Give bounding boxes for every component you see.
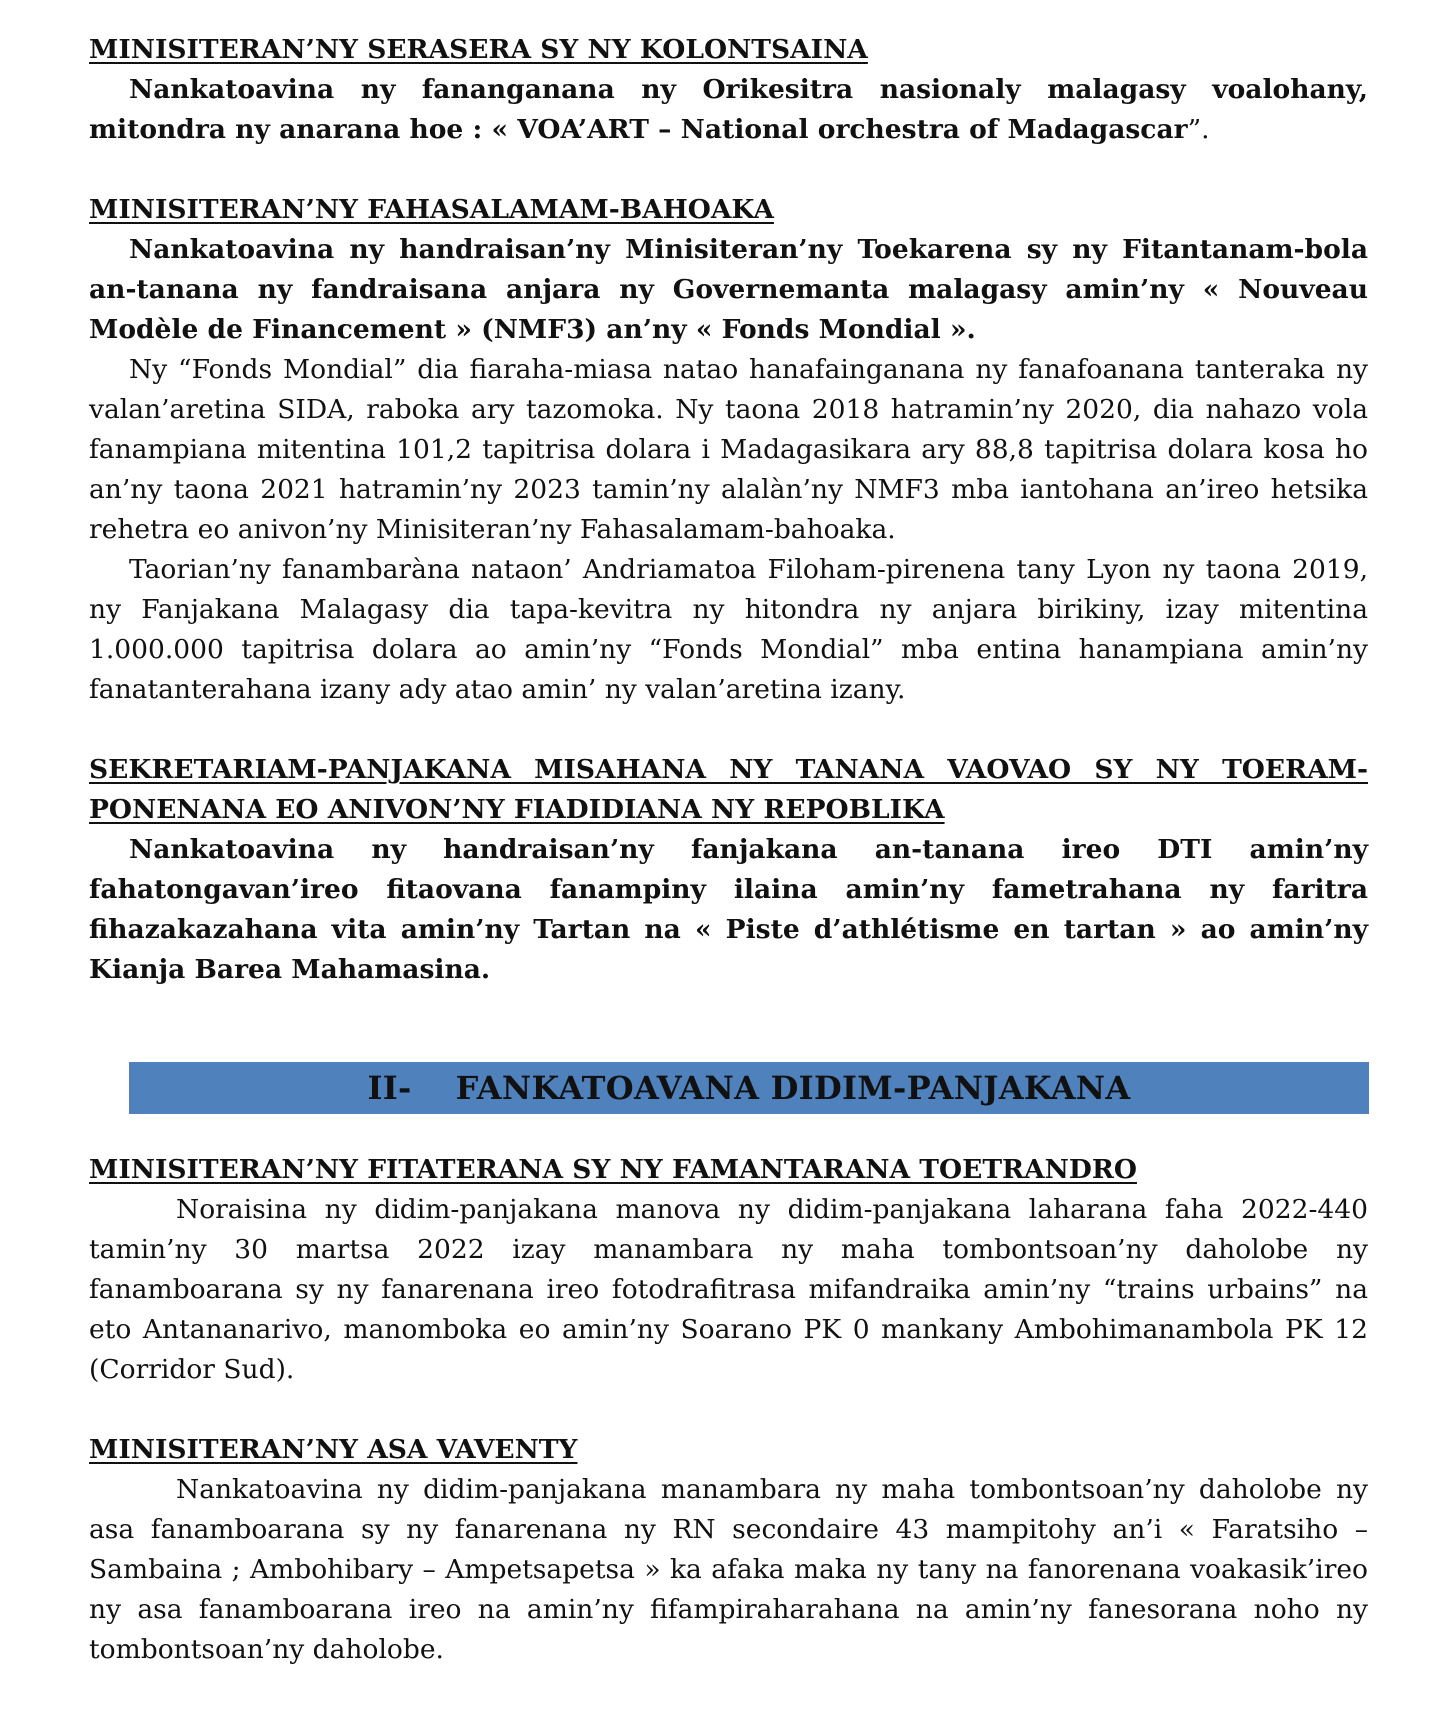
- body-paragraph: Ny “Fonds Mondial” dia fiaraha-miasa natao hanafainganana ny fanafoanana tanteraka ny valan’aretina SIDA, raboka ary tazomoka. Ny taona 2018 hatramin’ny 2020, dia nahazo vola fanampiana mitentina 101,2 tapitrisa dolara i Madagasikara ary 88,8 tapitrisa dolara kosa ho an’ny taona 2021 hatramin’ny 2023 tamin’ny alalàn’ny NMF3 mba iantohana an’ireo hetsika rehetra eo anivon’ny Minisiteran’ny Fahasalamam-bahoaka.: [89, 354, 1368, 545]
- decision-text: Nankatoavina ny handraisan’ny fanjakana an-tanana ireo DTI amin’ny fahatongavan’ireo fitaovana fanampiny ilaina amin’ny fametrahana ny faritra fihazakazahana vita amin’ny Tartan na « Piste d’athlétisme en tartan » ao amin’ny Kianja Barea Mahamasina.: [89, 834, 1368, 985]
- section-asa-vaventy: [89, 1430, 1368, 1670]
- section-serasera: [89, 30, 1368, 150]
- decision-text: Nankatoavina ny handraisan’ny Minisiteran’ny Toekarena sy ny Fitantanam-bola an-tanana ny fandraisana anjara ny Governemanta malagasy amin’ny « Nouveau Modèle de Financement » (NMF3) an’ny « Fonds Mondial ».: [89, 234, 1368, 345]
- body-paragraph: Nankatoavina ny didim-panjakana manambara ny maha tombontsoan’ny daholobe ny asa fanamboarana sy ny fanarenana ny RN secondaire 43 mampitohy an’i « Faratsiho – Sambaina ; Ambohibary – Ampetsapetsa » ka afaka maka ny tany na fanorenana voakasik’ireo ny asa fanamboarana ireo na amin’ny fifampiraharahana na amin’ny fanesorana noho ny tombontsoan’ny daholobe.: [89, 1474, 1368, 1665]
- section-heading: SEKRETARIAM-PANJAKANA MISAHANA NY TANANA VAOVAO SY NY TOERAM-PONENANA EO ANIVON’NY FIADIDIANA NY REPOBLIKA: [89, 754, 1368, 825]
- section-heading: MINISITERAN’NY FITATERANA SY NY FAMANTARANA TOETRANDRO: [89, 1154, 1137, 1185]
- section-sekretariam: [89, 750, 1368, 990]
- section-heading: MINISITERAN’NY SERASERA SY NY KOLONTSAINA: [89, 34, 868, 65]
- body-paragraph: Noraisina ny didim-panjakana manova ny didim-panjakana laharana faha 2022-440 tamin’ny 30 martsa 2022 izay manambara ny maha tombontsoan’ny daholobe ny fanamboarana sy ny fanarenana ireo fotodrafitrasa mifandraika amin’ny “trains urbains” na eto Antananarivo, manomboka eo amin’ny Soarano PK 0 mankany Ambohimanambola PK 12 (Corridor Sud).: [89, 1194, 1368, 1385]
- decision-text: [89, 70, 1368, 150]
- document-page: [89, 30, 1368, 1670]
- decision-text-bold: Nankatoavina ny fananganana ny Orikesitra nasionaly malagasy voalohany, mitondra ny anarana hoe : « VOA’ART – National orchestra of Madagascar: [89, 74, 1368, 145]
- banner-title: FANKATOAVANA DIDIM-PANJAKANA: [455, 1069, 1131, 1107]
- section-fahasalamana: [89, 190, 1368, 710]
- body-paragraph: Taorian’ny fanambaràna nataon’ Andriamatoa Filoham-pirenena tany Lyon ny taona 2019, ny Fanjakana Malagasy dia tapa-kevitra ny hitondra ny anjara birikiny, izay mitentina 1.000.000 tapitrisa dolara ao amin’ny “Fonds Mondial” mba entina hanampiana amin’ny fanatanterahana izany ady atao amin’ ny valan’aretina izany.: [89, 554, 1368, 705]
- section-heading: MINISITERAN’NY FAHASALAMAM-BAHOAKA: [89, 194, 774, 225]
- section-fitaterana: [89, 1150, 1368, 1390]
- section-heading: MINISITERAN’NY ASA VAVENTY: [89, 1434, 578, 1465]
- section-banner: [129, 1062, 1369, 1114]
- banner-number: II-: [367, 1069, 412, 1107]
- decision-text-tail: ”.: [1187, 114, 1210, 145]
